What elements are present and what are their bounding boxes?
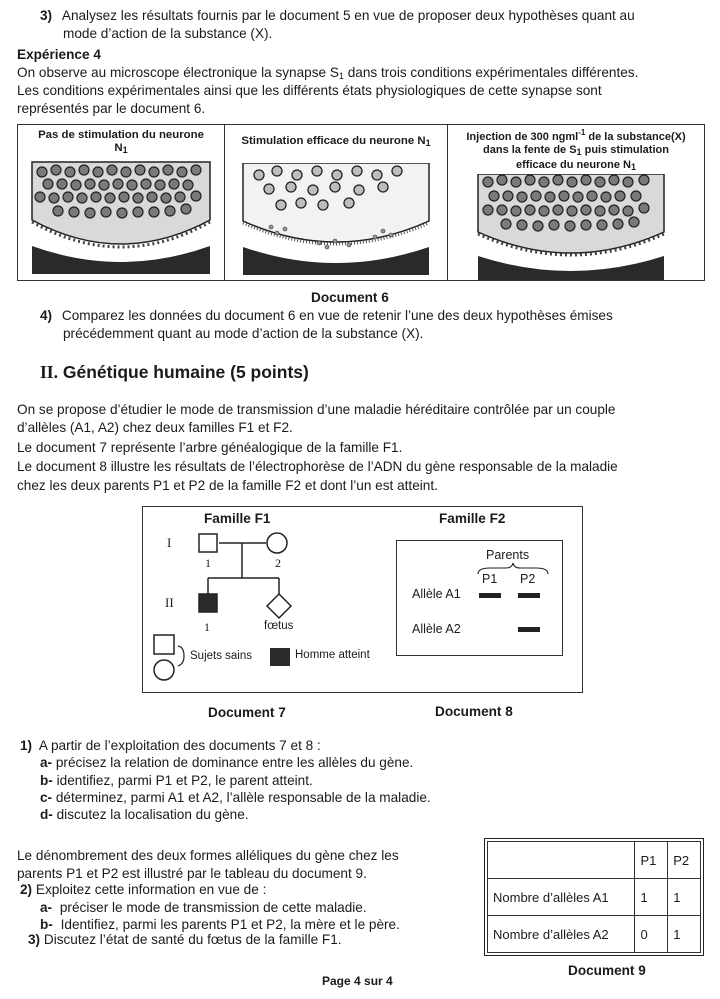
parent-p1-label: P1 (482, 572, 498, 586)
document-9-intro-line1: Le dénombrement des deux formes alléliques du gène chez les (17, 848, 399, 863)
question-3-line2: mode d’action de la substance (X). (63, 26, 273, 41)
document-6-caption: Document 6 (311, 290, 389, 305)
pedigree-male-I1 (199, 534, 217, 552)
question-4: 4) Comparez les données du document 6 en vue de retenir l’une des deux hypothèses émises (40, 308, 613, 323)
section-2-title: II. Génétique humaine (5 points) (40, 362, 309, 382)
question-1c: c- déterminez, parmi A1 et A2, l’allèle responsable de la maladie. (40, 790, 431, 805)
question-2a: a- préciser le mode de transmission de cette maladie. (40, 900, 367, 915)
document-9-caption: Document 9 (568, 963, 646, 978)
document-9-table (487, 841, 701, 953)
synapse-injection-image (448, 174, 704, 280)
question-1: 1) A partir de l’exploitation des documents 7 et 8 : (20, 738, 321, 753)
famille-f1-title: Famille F1 (204, 511, 271, 526)
question-4-line2: précédemment quant au mode d’action de la substance (X). (63, 326, 424, 341)
question-1d: d- discutez la localisation du gène. (40, 807, 249, 822)
generation-II-label: II (165, 595, 174, 610)
doc9-header-empty (488, 842, 635, 879)
experience-4-line1: On observe au microscope électronique la synapse $S_1$ dans trois conditions expérimentales différentes. (17, 65, 639, 81)
pedigree-female-I2 (267, 533, 287, 553)
band-p1-a1 (479, 593, 501, 598)
page-number: Page 4 sur 4 (322, 974, 393, 988)
individual-I1-number: 1 (205, 556, 211, 570)
synapse-stimulation-image (225, 163, 447, 279)
experience-4-line2: Les conditions expérimentales ainsi que les différents états physiologiques de cette synapse sont (17, 83, 602, 98)
doc9-header-p2: P2 (668, 842, 701, 879)
intro-line2: d’allèles (A1, A2) chez deux familles F1 et F2. (17, 420, 293, 435)
band-p2-a2 (518, 627, 540, 632)
doc9-row-a1-p2: 1 (668, 879, 701, 916)
famille-f2-title: Famille F2 (439, 511, 506, 526)
experience-4-line3: représentés par le document 6. (17, 101, 206, 116)
doc9-header-p1: P1 (635, 842, 668, 879)
parents-label: Parents (486, 548, 530, 562)
experience-4-title: Expérience 4 (17, 47, 101, 62)
question-2: 2) Exploitez cette information en vue de : (20, 882, 267, 897)
table-row (488, 879, 701, 916)
generation-I-label: I (167, 535, 172, 550)
pedigree-tree (142, 506, 392, 691)
doc9-row-a1-p1: 1 (635, 879, 668, 916)
individual-I2-number: 2 (275, 556, 281, 570)
allele-a1-label: Allèle A1 (412, 587, 461, 601)
intro-line4: Le document 8 illustre les résultats de l’électrophorèse de l’ADN du gène responsable de la maladie (17, 459, 618, 474)
document-6-table (17, 124, 705, 281)
pedigree-foetus-diamond (267, 594, 291, 618)
doc9-row-a2-label: Nombre d’allèles A2 (488, 916, 635, 953)
pedigree-affected-male-II1 (199, 594, 217, 612)
document-7-caption: Document 7 (208, 705, 286, 720)
legend-affected-square (270, 648, 290, 666)
individual-II1-number: 1 (204, 620, 210, 634)
table-row (488, 916, 701, 953)
doc9-row-a1-label: Nombre d’allèles A1 (488, 879, 635, 916)
doc6-cell-injection: Injection de 300 ngml$^{-1}$ de la substance(X) dans la fente de $S_1$ puis stimulation efficace du neurone $N_1$ (448, 125, 705, 281)
legend-male-square (154, 635, 174, 654)
foetus-label: fœtus (264, 620, 294, 632)
legend-female-circle (154, 660, 174, 680)
legend-affected-label: Homme atteint (295, 649, 370, 661)
band-p2-a1 (518, 593, 540, 598)
document-8-caption: Document 8 (435, 704, 513, 719)
legend-bracket (178, 646, 184, 666)
question-3: 3) Analysez les résultats fournis par le document 5 en vue de proposer deux hypothèses quant au (40, 8, 635, 23)
question-3b: 3) Discutez l’état de santé du fœtus de la famille F1. (28, 932, 342, 947)
synapse-no-stimulation-image (18, 160, 224, 276)
question-2b: b- Identifiez, parmi les parents P1 et P2, la mère et le père. (40, 917, 400, 932)
intro-line1: On se propose d’étudier le mode de transmission d’une maladie héréditaire contrôlée par un couple (17, 402, 616, 417)
intro-line3: Le document 7 représente l’arbre généalogique de la famille F1. (17, 440, 403, 455)
intro-line5: chez les deux parents P1 et P2 de la famille F2 et dont l’un est atteint. (17, 478, 438, 493)
question-1b: b- identifiez, parmi P1 et P2, le parent atteint. (40, 773, 313, 788)
doc6-cell-no-stim: Pas de stimulation du neurone $N_1$ (18, 125, 225, 281)
doc6-cell-stimulation: Stimulation efficace du neurone $N_1$ (225, 125, 448, 281)
allele-a2-label: Allèle A2 (412, 622, 461, 636)
parent-p2-label: P2 (520, 572, 536, 586)
document-9-intro-line2: parents P1 et P2 est illustré par le tableau du document 9. (17, 866, 367, 881)
doc9-row-a2-p2: 1 (668, 916, 701, 953)
legend-healthy-label: Sujets sains (190, 650, 253, 662)
question-1a: a- précisez la relation de dominance entre les allèles du gène. (40, 755, 414, 770)
doc9-row-a2-p1: 0 (635, 916, 668, 953)
